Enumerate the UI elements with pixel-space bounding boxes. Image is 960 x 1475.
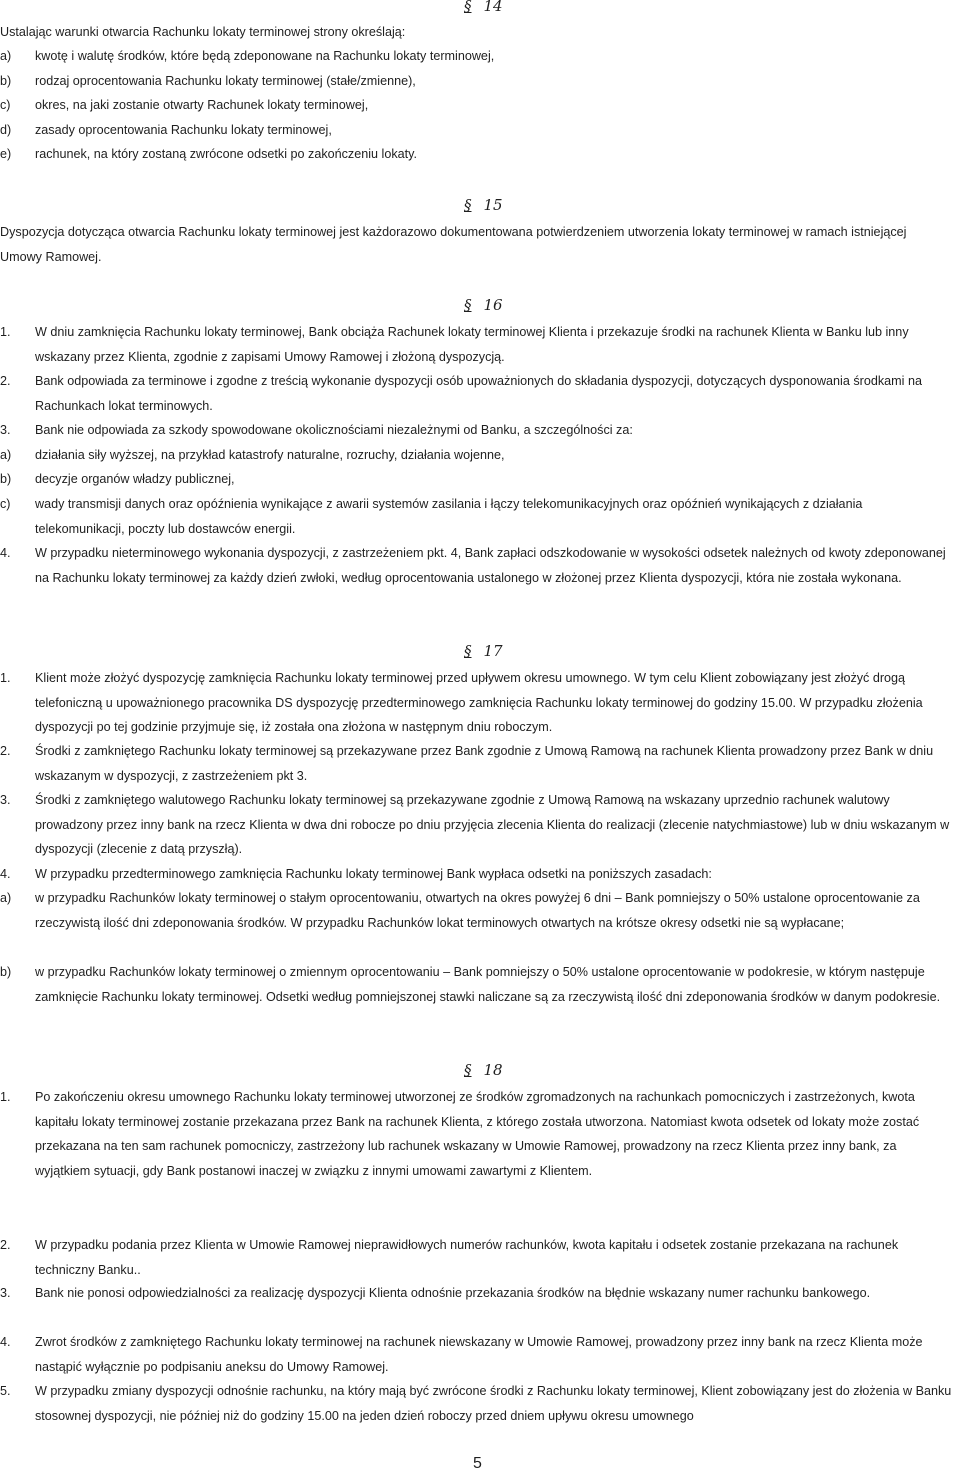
list-item <box>0 541 960 590</box>
list-marker: 5. <box>0 1384 11 1398</box>
list-item <box>0 739 960 788</box>
section-sign: § <box>464 296 472 314</box>
section-heading-16 <box>464 296 503 314</box>
list-marker: b) <box>0 472 12 486</box>
section-sign: § <box>464 0 472 15</box>
list-marker: 2. <box>0 744 11 758</box>
list-text: Zwrot środków z zamkniętego Rachunku lokaty terminowej na rachunek niewskazany w Umowie Ramowej, prowadzony przez inny bank na rzecz Klienta może nastąpić wyłącznie po podpisaniu aneksu do Umowy Ramowej. <box>35 1335 923 1374</box>
list-item <box>0 1330 960 1379</box>
list-marker: 3. <box>0 423 11 437</box>
list-item <box>0 44 960 69</box>
list-text: decyzje organów władzy publicznej, <box>35 472 235 486</box>
section-heading-17 <box>464 642 503 660</box>
list-item <box>0 320 960 369</box>
section-15-paragraph: Dyspozycja dotycząca otwarcia Rachunku lokaty terminowej jest każdorazowo dokumentowana potwierdzeniem utworzenia lokaty terminowej w ramach istniejącej Umowy Ramowej. <box>0 225 907 264</box>
section-sign: § <box>464 1061 472 1079</box>
section-sign: § <box>464 642 472 660</box>
list-item <box>0 418 960 443</box>
list-item <box>0 118 960 143</box>
section-number: 15 <box>483 196 503 214</box>
list-marker: b) <box>0 965 12 979</box>
list-text: Środki z zamkniętego walutowego Rachunku lokaty terminowej są przekazywane zgodnie z Umową Ramową na wskazany uprzednio rachunek walutowy prowadzony przez inny bank na rzecz Klienta w dwa dni robocze po dniu przyjęcia zlecenia Klienta do realizacji (zlecenie natychmiastowe) lub w dniu wskazanym w dyspozycji (zlecenie z datą przyszłą). <box>35 793 950 857</box>
list-marker: 2. <box>0 1238 11 1252</box>
list-marker: 4. <box>0 1335 11 1349</box>
list-text: w przypadku Rachunków lokaty terminowej o zmiennym oprocentowaniu – Bank pomniejszy o 50% ustalone oprocentowanie w podokresie, w którym następuje zamknięcie Rachunku lokaty terminowej. Odsetki według pomniejszonej stawki naliczane są za rzeczywistą ilość dni zdeponowania środków w danym podokresie. <box>35 965 941 1004</box>
list-item <box>0 69 960 94</box>
list-marker: 3. <box>0 1286 11 1300</box>
section-number: 18 <box>483 1061 503 1079</box>
list-text: wady transmisji danych oraz opóźnienia wynikające z awarii systemów zasilania i łączy telekomunikacyjnych oraz opóźnień wynikających z działania telekomunikacji, poczty lub dostawców energii. <box>35 497 863 536</box>
list-text: Bank nie ponosi odpowiedzialności za realizację dyspozycji Klienta odnośnie przekazania środków na błędnie wskazany numer rachunku bankowego. <box>35 1286 871 1300</box>
list-item <box>0 369 960 418</box>
intro-lead: Ustalając warunki otwarcia Rachunku lokaty terminowej strony określają: <box>0 25 406 39</box>
list-item <box>0 960 960 1009</box>
list-text: W przypadku zmiany dyspozycji odnośnie rachunku, na który mają być zwrócone środki z Rachunku lokaty terminowej, Klient zobowiązany jest do złożenia w Banku stosownej dyspozycji, nie później niż do godziny 15.00 na jeden dzień roboczy przed dniem upływu okresu umownego <box>35 1384 952 1423</box>
list-item <box>0 492 960 541</box>
list-marker: c) <box>0 497 11 511</box>
list-item <box>0 666 960 740</box>
list-item <box>0 1379 960 1428</box>
list-marker: e) <box>0 147 12 161</box>
list-text: W dniu zamknięcia Rachunku lokaty terminowej, Bank obciąża Rachunek lokaty terminowej Klienta i przekazuje środki na rachunek Klienta w Banku lub inny wskazany przez Klienta, zgodnie z zapisami Umowy Ramowej i złożoną dyspozycją. <box>35 325 909 364</box>
list-text: zasady oprocentowania Rachunku lokaty terminowej, <box>35 123 332 137</box>
list-text: Po zakończeniu okresu umownego Rachunku lokaty terminowej utworzonej ze środków zgromadzonych na rachunkach pomocniczych i zastrzeżonych, kwota kapitału lokaty terminowej zostanie przekazana przez Bank na rachunek Klienta, z którego została utworzona. Natomiast kwota odsetek od lokaty może zostać przekazana na ten sam rachunek pomocniczy, zastrzeżony lub rachunek wskazany w Umowie Ramowej, prowadzony na rzecz Klienta przez inny bank, za wyjątkiem sytuacji, gdy Bank postanowi inaczej w związku z innymi umowami zawartymi z Klientem. <box>35 1090 920 1178</box>
list-item <box>0 1281 960 1306</box>
section-heading-18 <box>464 1061 503 1079</box>
list-item <box>0 1233 960 1282</box>
section-number: 17 <box>483 642 503 660</box>
list-text: W przypadku przedterminowego zamknięcia Rachunku lokaty terminowej Bank wypłaca odsetki na poniższych zasadach: <box>35 867 712 881</box>
list-marker: a) <box>0 891 12 905</box>
list-item <box>0 467 960 492</box>
list-text: Klient może złożyć dyspozycję zamknięcia Rachunku lokaty terminowej przed upływem okresu umownego. W tym celu Klient zobowiązany jest złożyć drogą telefoniczną u upoważnionego pracownika DS dyspozycję przedterminowego zamknięcia Rachunku lokaty terminowej do godziny 15.00. W przypadku złożenia dyspozycji po tej godzinie przyjmuje się, iż została ona złożona w następnym dniu roboczym. <box>35 671 923 735</box>
list-marker: b) <box>0 74 12 88</box>
list-marker: 3. <box>0 793 11 807</box>
list-item <box>0 443 960 468</box>
list-marker: c) <box>0 98 11 112</box>
list-text: rachunek, na który zostaną zwrócone odsetki po zakończeniu lokaty. <box>35 147 417 161</box>
list-item <box>0 886 960 935</box>
section-number: 16 <box>483 296 503 314</box>
list-text: Bank odpowiada za terminowe i zgodne z treścią wykonanie dyspozycji osób upoważnionych do składania dyspozycji, dotyczących dysponowania środkami na Rachunkach lokat terminowych. <box>35 374 922 413</box>
page-number: 5 <box>473 1455 482 1472</box>
list-marker: 1. <box>0 1090 11 1104</box>
list-marker: 2. <box>0 374 11 388</box>
list-text: w przypadku Rachunków lokaty terminowej o stałym oprocentowaniu, otwartych na okres powyżej 6 dni – Bank pomniejszy o 50% ustalone oprocentowanie za rzeczywistą ilość dni zdeponowania środków. W przypadku Rachunków lokat terminowych otwartych na krótsze okresy odsetki nie są wypłacane; <box>35 891 920 930</box>
list-item <box>0 862 960 887</box>
list-marker: a) <box>0 49 12 63</box>
section-number: 14 <box>483 0 503 15</box>
list-text: W przypadku podania przez Klienta w Umowie Ramowej nieprawidłowych numerów rachunków, kwota kapitału i odsetek zostanie przekazana na rachunek techniczny Banku.. <box>35 1238 899 1277</box>
list-text: W przypadku nieterminowego wykonania dyspozycji, z zastrzeżeniem pkt. 4, Bank zapłaci odszkodowanie w wysokości odsetek należnych od kwoty zdeponowanej na Rachunku lokaty terminowej za każdy dzień zwłoki, według oprocentowania ustalonego w złożonej przez Klienta dyspozycji, która nie została wykonana. <box>35 546 946 585</box>
list-text: działania siły wyższej, na przykład katastrofy naturalne, rozruchy, działania wojenne, <box>35 448 505 462</box>
list-text: Bank nie odpowiada za szkody spowodowane okolicznościami niezależnymi od Banku, a szczególności za: <box>35 423 633 437</box>
list-item <box>0 1085 960 1183</box>
list-text: okres, na jaki zostanie otwarty Rachunek lokaty terminowej, <box>35 98 369 112</box>
list-marker: d) <box>0 123 12 137</box>
list-marker: 1. <box>0 325 11 339</box>
list-item <box>0 93 960 118</box>
list-marker: 4. <box>0 867 11 881</box>
list-marker: a) <box>0 448 12 462</box>
list-item <box>0 788 960 862</box>
list-marker: 4. <box>0 546 11 560</box>
list-text: Środki z zamkniętego Rachunku lokaty terminowej są przekazywane przez Bank zgodnie z Umową Ramową na rachunek Klienta prowadzony przez Bank w dniu wskazanym w dyspozycji, z zastrzeżeniem pkt 3. <box>35 744 934 783</box>
list-text: kwotę i walutę środków, które będą zdeponowane na Rachunku lokaty terminowej, <box>35 49 495 63</box>
list-marker: 1. <box>0 671 11 685</box>
list-text: rodzaj oprocentowania Rachunku lokaty terminowej (stałe/zmienne), <box>35 74 416 88</box>
section-heading-14 <box>464 0 503 15</box>
list-item <box>0 142 960 167</box>
section-sign: § <box>464 196 472 214</box>
section-heading-15 <box>464 196 503 214</box>
